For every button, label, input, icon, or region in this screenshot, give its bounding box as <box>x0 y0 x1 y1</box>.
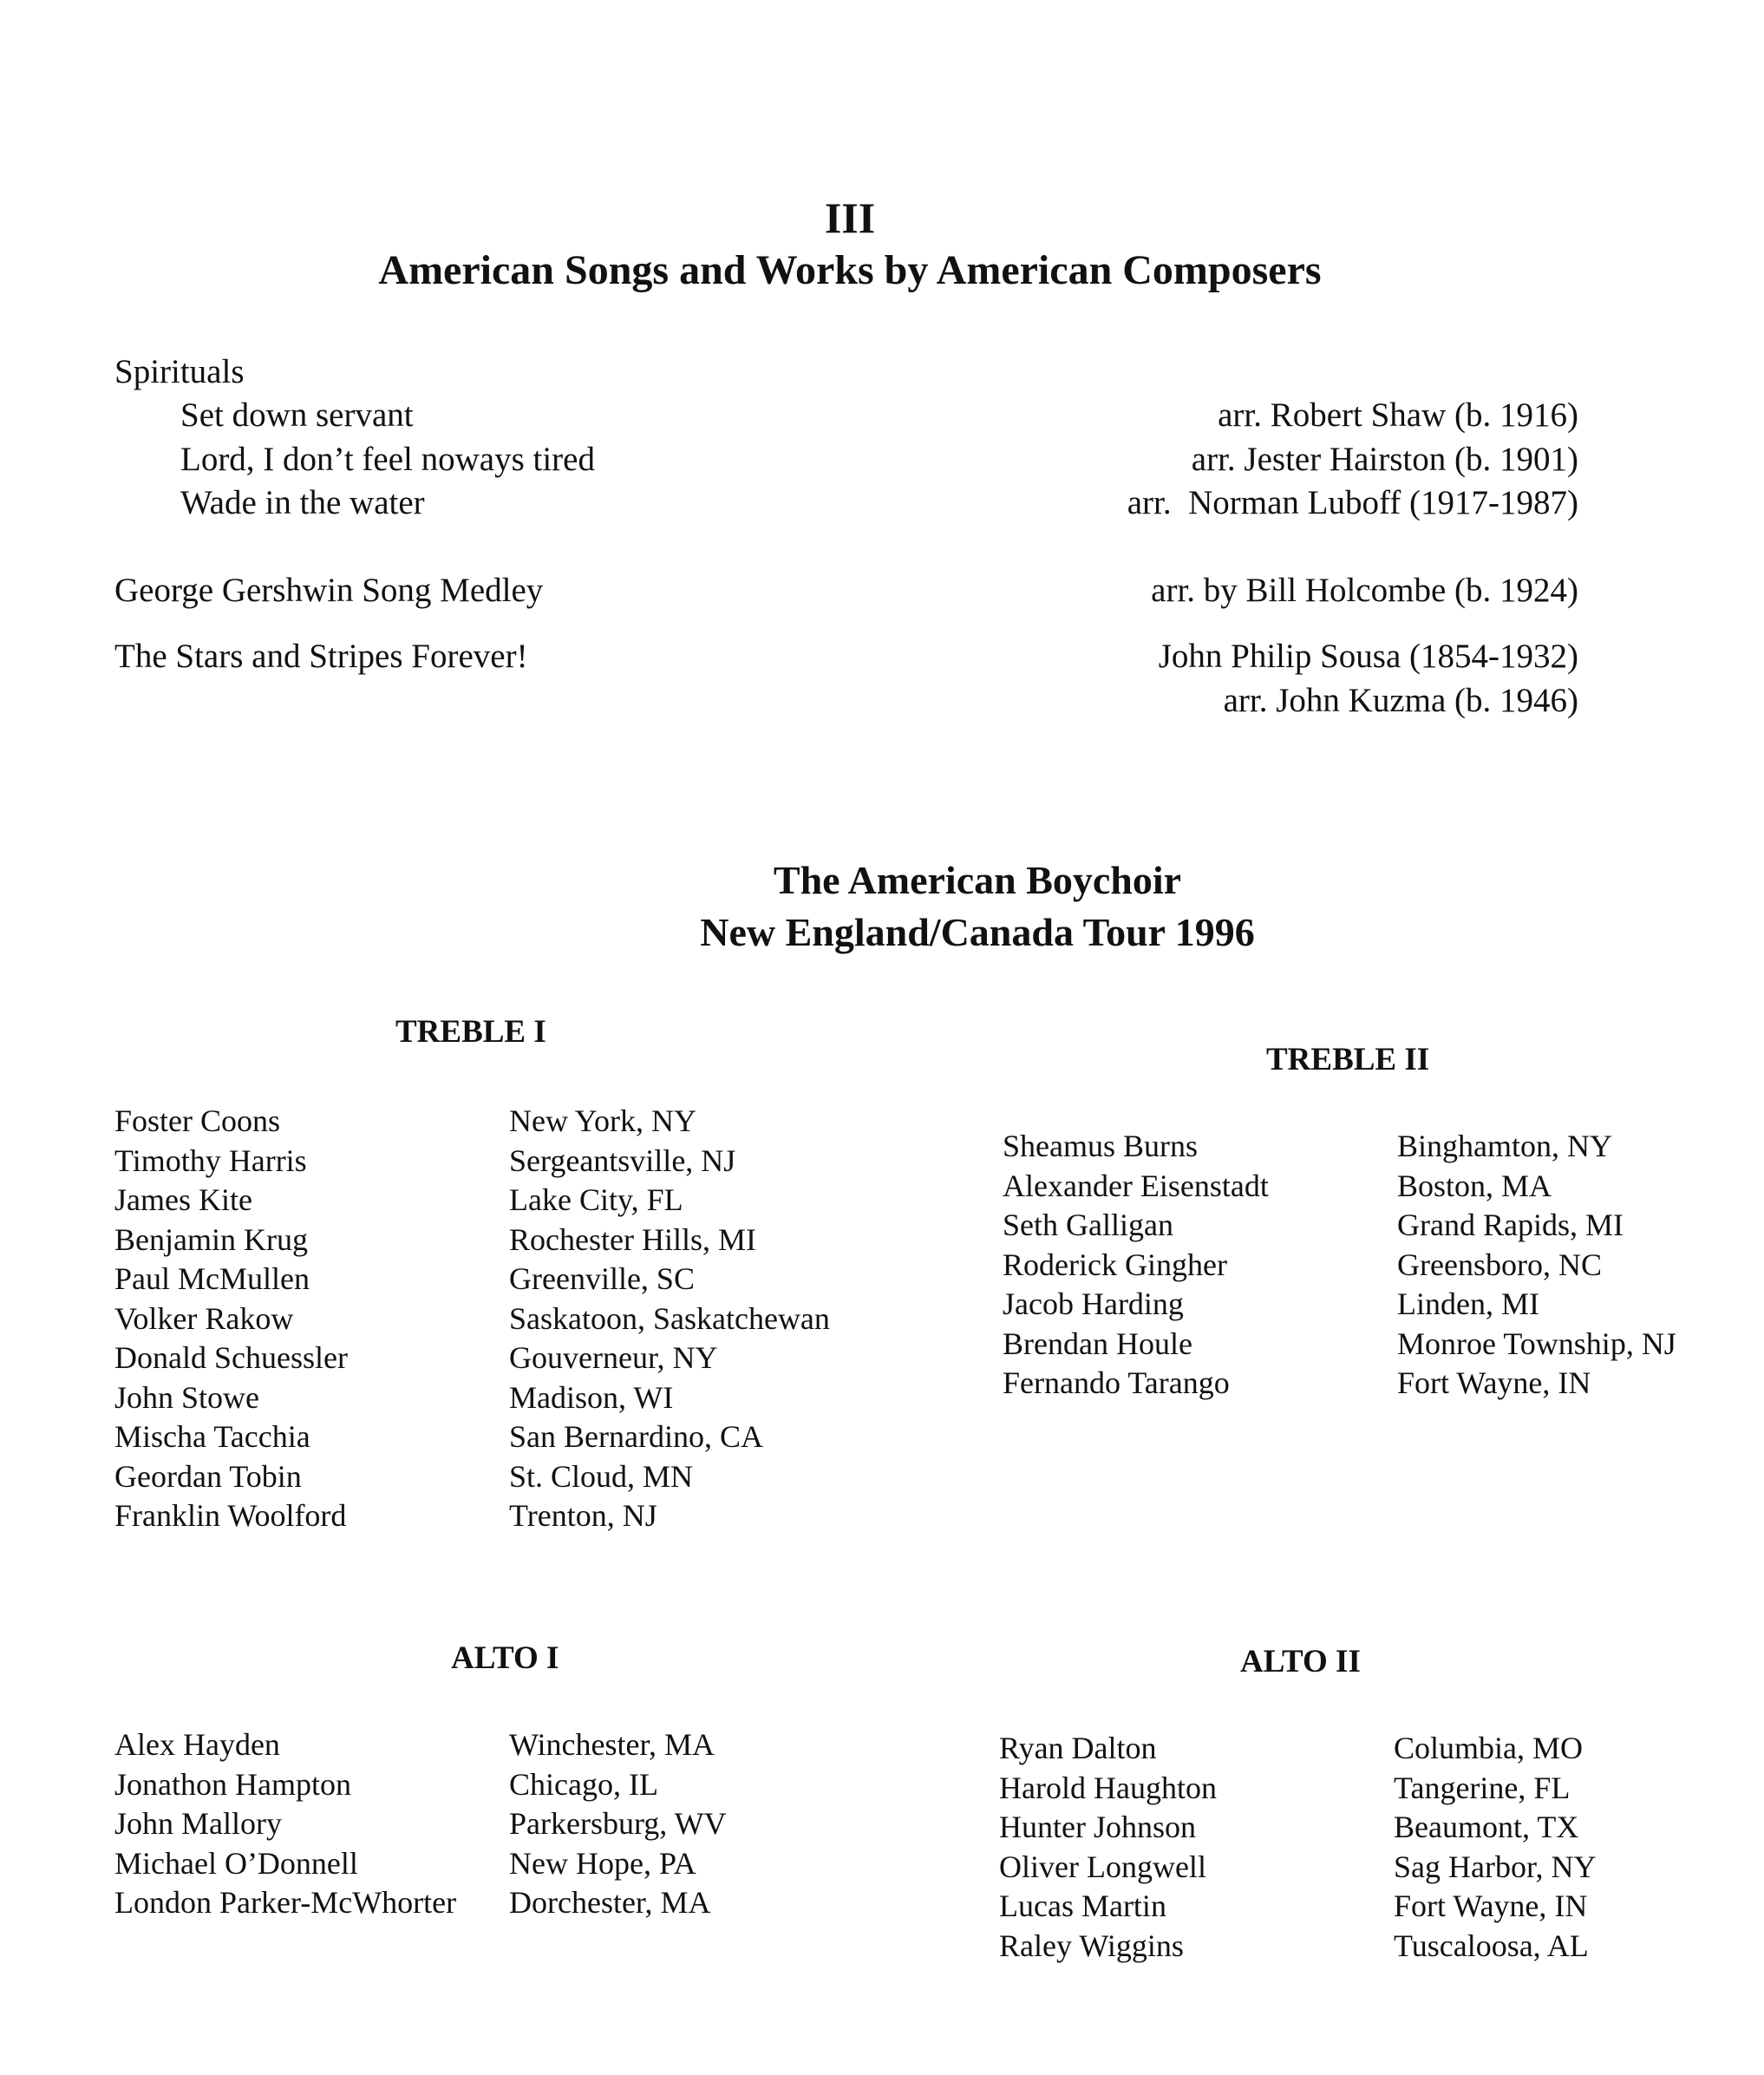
member-name: Brendan Houle <box>1003 1326 1192 1361</box>
program-item-credit: arr. Robert Shaw (b. 1916) <box>1218 396 1578 434</box>
roster-row <box>114 1804 727 1844</box>
member-hometown: Columbia, MO <box>1394 1731 1584 1765</box>
member-name: Benjamin Krug <box>114 1221 308 1257</box>
member-hometown: Lake City, FL <box>509 1182 683 1217</box>
member-hometown: Grand Rapids, MI <box>1397 1208 1624 1242</box>
member-hometown: Trenton, NJ <box>509 1498 657 1533</box>
roster-row <box>999 1769 1597 1809</box>
roster-row <box>999 1729 1597 1769</box>
member-name: Ryan Dalton <box>999 1731 1157 1765</box>
member-hometown: Boston, MA <box>1397 1168 1552 1203</box>
member-hometown: San Bernardino, CA <box>509 1419 763 1454</box>
roster-row <box>114 1457 830 1497</box>
roster-treble-ii <box>1003 1127 1676 1404</box>
member-name: Raley Wiggins <box>999 1928 1184 1963</box>
member-name: Foster Coons <box>114 1103 281 1138</box>
roster-row <box>114 1142 830 1182</box>
member-hometown: Dorchester, MA <box>509 1885 711 1920</box>
roster-row <box>114 1260 830 1299</box>
section-title: American Songs and Works by American Composers <box>378 247 1322 293</box>
member-name: Mischa Tacchia <box>114 1419 310 1454</box>
program-item-credit: John Philip Sousa (1854-1932) <box>1158 638 1578 675</box>
member-hometown: Saskatoon, Saskatchewan <box>509 1300 830 1336</box>
member-hometown: New Hope, PA <box>509 1845 696 1881</box>
roster-row <box>1003 1325 1676 1365</box>
roster-treble-i <box>114 1102 830 1536</box>
member-name: Alex Hayden <box>114 1727 280 1762</box>
roster-row <box>999 1887 1597 1927</box>
roster-row <box>114 1844 727 1884</box>
member-hometown: Gouverneur, NY <box>509 1340 718 1375</box>
roster-row <box>1003 1206 1676 1246</box>
roster-row <box>1003 1246 1676 1286</box>
roster-row <box>114 1417 830 1457</box>
member-hometown: Sergeantsville, NJ <box>509 1142 736 1178</box>
member-hometown: Rochester Hills, MI <box>509 1221 756 1257</box>
roster-row <box>114 1181 830 1221</box>
section-label-treble-i: TREBLE I <box>395 1014 546 1050</box>
member-name: Jonathon Hampton <box>114 1766 351 1802</box>
member-hometown: Madison, WI <box>509 1379 674 1415</box>
choir-name: The American Boychoir <box>773 858 1182 902</box>
program-item-credit: arr. Norman Luboff (1917-1987) <box>1127 484 1578 521</box>
member-hometown: Binghamton, NY <box>1397 1129 1612 1163</box>
program-item-title: The Stars and Stripes Forever! <box>114 638 528 675</box>
member-hometown: Sag Harbor, NY <box>1394 1849 1597 1884</box>
member-hometown: Tangerine, FL <box>1394 1770 1571 1805</box>
member-hometown: Fort Wayne, IN <box>1397 1365 1591 1400</box>
member-hometown: Monroe Township, NJ <box>1397 1326 1676 1361</box>
member-name: Oliver Longwell <box>999 1849 1206 1884</box>
roster-row <box>1003 1167 1676 1207</box>
member-name: Donald Schuessler <box>114 1340 348 1375</box>
roster-row <box>114 1496 830 1536</box>
section-label-treble-ii: TREBLE II <box>1266 1042 1430 1077</box>
roster-row <box>999 1808 1597 1848</box>
member-name: James Kite <box>114 1182 252 1217</box>
roster-row <box>114 1221 830 1260</box>
roster-row <box>114 1765 727 1805</box>
member-name: London Parker-McWhorter <box>114 1885 457 1920</box>
roster-alto-ii <box>999 1729 1597 1966</box>
member-name: John Stowe <box>114 1379 260 1415</box>
program-item-credit: arr. by Bill Holcombe (b. 1924) <box>1151 572 1578 609</box>
roster-row <box>999 1848 1597 1888</box>
member-name: Alexander Eisenstadt <box>1003 1168 1269 1203</box>
roster-row <box>1003 1127 1676 1167</box>
program-item-title: Lord, I don’t feel noways tired <box>180 441 595 478</box>
roster-row <box>114 1102 830 1142</box>
roster-row <box>999 1927 1597 1967</box>
program-item-title: Set down servant <box>180 396 414 434</box>
member-name: John Mallory <box>114 1806 282 1841</box>
roster-row <box>114 1339 830 1378</box>
roster-alto-i <box>114 1725 727 1923</box>
member-hometown: Greenville, SC <box>509 1261 695 1296</box>
member-hometown: Fort Wayne, IN <box>1394 1888 1588 1923</box>
member-name: Harold Haughton <box>999 1770 1217 1805</box>
member-hometown: Linden, MI <box>1397 1286 1539 1321</box>
member-hometown: Parkersburg, WV <box>509 1806 727 1841</box>
roster-row <box>114 1378 830 1418</box>
program-item-credit: arr. Jester Hairston (b. 1901) <box>1191 441 1578 478</box>
member-name: Franklin Woolford <box>114 1498 347 1533</box>
member-name: Geordan Tobin <box>114 1458 302 1494</box>
member-hometown: Greensboro, NC <box>1397 1247 1602 1282</box>
program-item-credit: arr. John Kuzma (b. 1946) <box>1223 682 1578 719</box>
member-name: Roderick Gingher <box>1003 1247 1227 1282</box>
program-item-title: Wade in the water <box>180 484 425 521</box>
member-name: Jacob Harding <box>1003 1286 1184 1321</box>
member-name: Seth Galligan <box>1003 1208 1173 1242</box>
member-hometown: New York, NY <box>509 1103 697 1138</box>
roster-row <box>114 1725 727 1765</box>
member-name: Timothy Harris <box>114 1142 307 1178</box>
section-label-alto-i: ALTO I <box>451 1640 559 1676</box>
member-name: Hunter Johnson <box>999 1810 1196 1844</box>
program-item-title: George Gershwin Song Medley <box>114 572 544 609</box>
member-hometown: Beaumont, TX <box>1394 1810 1579 1844</box>
member-hometown: St. Cloud, MN <box>509 1458 694 1494</box>
member-name: Lucas Martin <box>999 1888 1166 1923</box>
member-name: Paul McMullen <box>114 1261 310 1296</box>
tour-title: New England/Canada Tour 1996 <box>700 910 1255 954</box>
spirituals-heading: Spirituals <box>114 353 245 390</box>
member-name: Volker Rakow <box>114 1300 294 1336</box>
member-name: Michael O’Donnell <box>114 1845 358 1881</box>
member-hometown: Tuscaloosa, AL <box>1394 1928 1589 1963</box>
member-hometown: Chicago, IL <box>509 1766 658 1802</box>
member-name: Fernando Tarango <box>1003 1365 1230 1400</box>
roster-row <box>1003 1364 1676 1404</box>
section-label-alto-ii: ALTO II <box>1240 1644 1361 1679</box>
member-hometown: Winchester, MA <box>509 1727 715 1762</box>
roster-row <box>1003 1285 1676 1325</box>
section-number: III <box>824 193 876 242</box>
member-name: Sheamus Burns <box>1003 1129 1198 1163</box>
roster-row <box>114 1299 830 1339</box>
roster-row <box>114 1883 727 1923</box>
